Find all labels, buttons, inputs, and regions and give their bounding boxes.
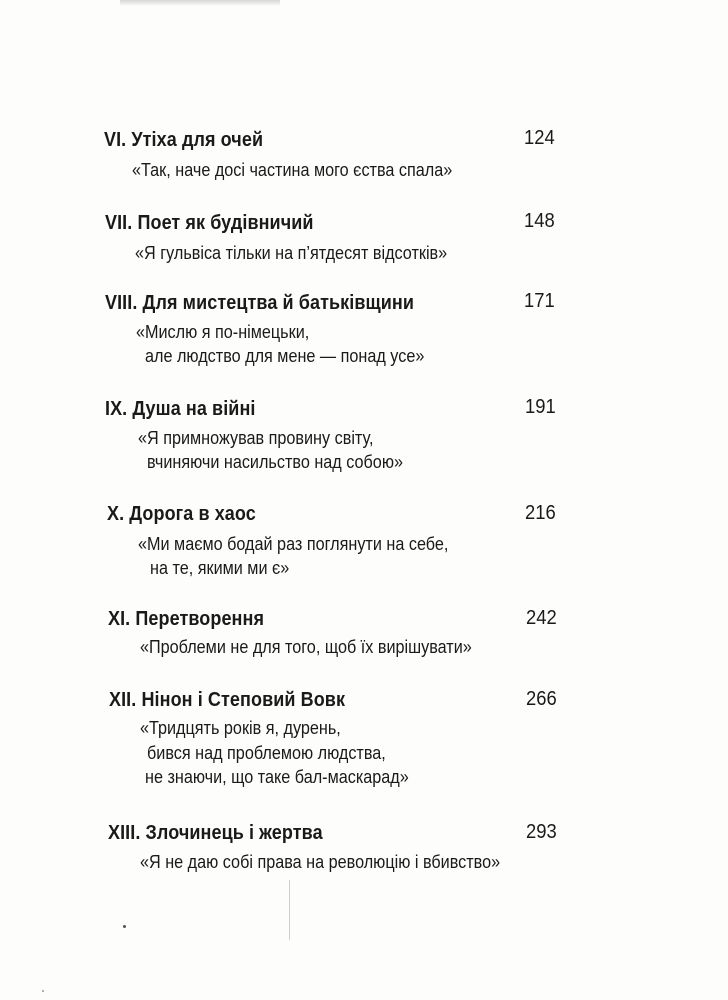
epigraph-line: але людство для мене — понад усе»	[145, 346, 425, 366]
epigraph-line: «Ми маємо бодай раз поглянути на себе,	[138, 534, 449, 554]
epigraph-line: «Я гульвіса тільки на п’ятдесят відсотків»	[135, 243, 448, 263]
epigraph-line: не знаючи, що таке бал-маскарад»	[145, 767, 409, 787]
epigraph-line: «Я примножував провину світу,	[138, 428, 374, 448]
chapter-title: IX. Душа на війні	[105, 398, 256, 420]
chapter-title: XI. Перетворення	[108, 608, 265, 630]
page-number: 216	[525, 502, 556, 524]
epigraph-line: «Тридцять років я, дурень,	[140, 718, 341, 738]
chapter-title: VII. Поет як будівничий	[105, 212, 314, 234]
epigraph-line: вчиняючи насильство над собою»	[147, 452, 403, 472]
epigraph-line: «Проблеми не для того, щоб їх вирішувати»	[140, 637, 472, 657]
epigraph-line: «Мислю я по-німецьки,	[136, 322, 310, 342]
epigraph-line: «Так, наче досі частина мого єства спала»	[132, 160, 453, 180]
chapter-title: X. Дорога в хаос	[107, 503, 256, 525]
page-number: 171	[524, 290, 555, 312]
page-number: 148	[524, 210, 555, 232]
scan-speck	[123, 925, 126, 928]
page-number: 242	[526, 607, 557, 629]
chapter-title: VIII. Для мистецтва й батьківщини	[105, 292, 415, 314]
epigraph-line: на те, якими ми є»	[150, 558, 290, 578]
chapter-title: XII. Нінон і Степовий Вовк	[109, 689, 346, 711]
epigraph-line: бився над проблемою людства,	[147, 743, 386, 763]
page-number: 191	[525, 396, 556, 418]
chapter-title: XIII. Злочинець і жертва	[108, 822, 323, 844]
page-number: 124	[524, 127, 555, 149]
scan-smudge	[120, 0, 280, 6]
page-number: 293	[526, 821, 557, 843]
chapter-title: VI. Утіха для очей	[104, 129, 264, 151]
epigraph-line: «Я не даю собі права на революцію і вбивство»	[140, 852, 501, 872]
scan-artifact-line	[289, 880, 290, 940]
scan-speck	[42, 990, 44, 992]
page-number: 266	[526, 688, 557, 710]
